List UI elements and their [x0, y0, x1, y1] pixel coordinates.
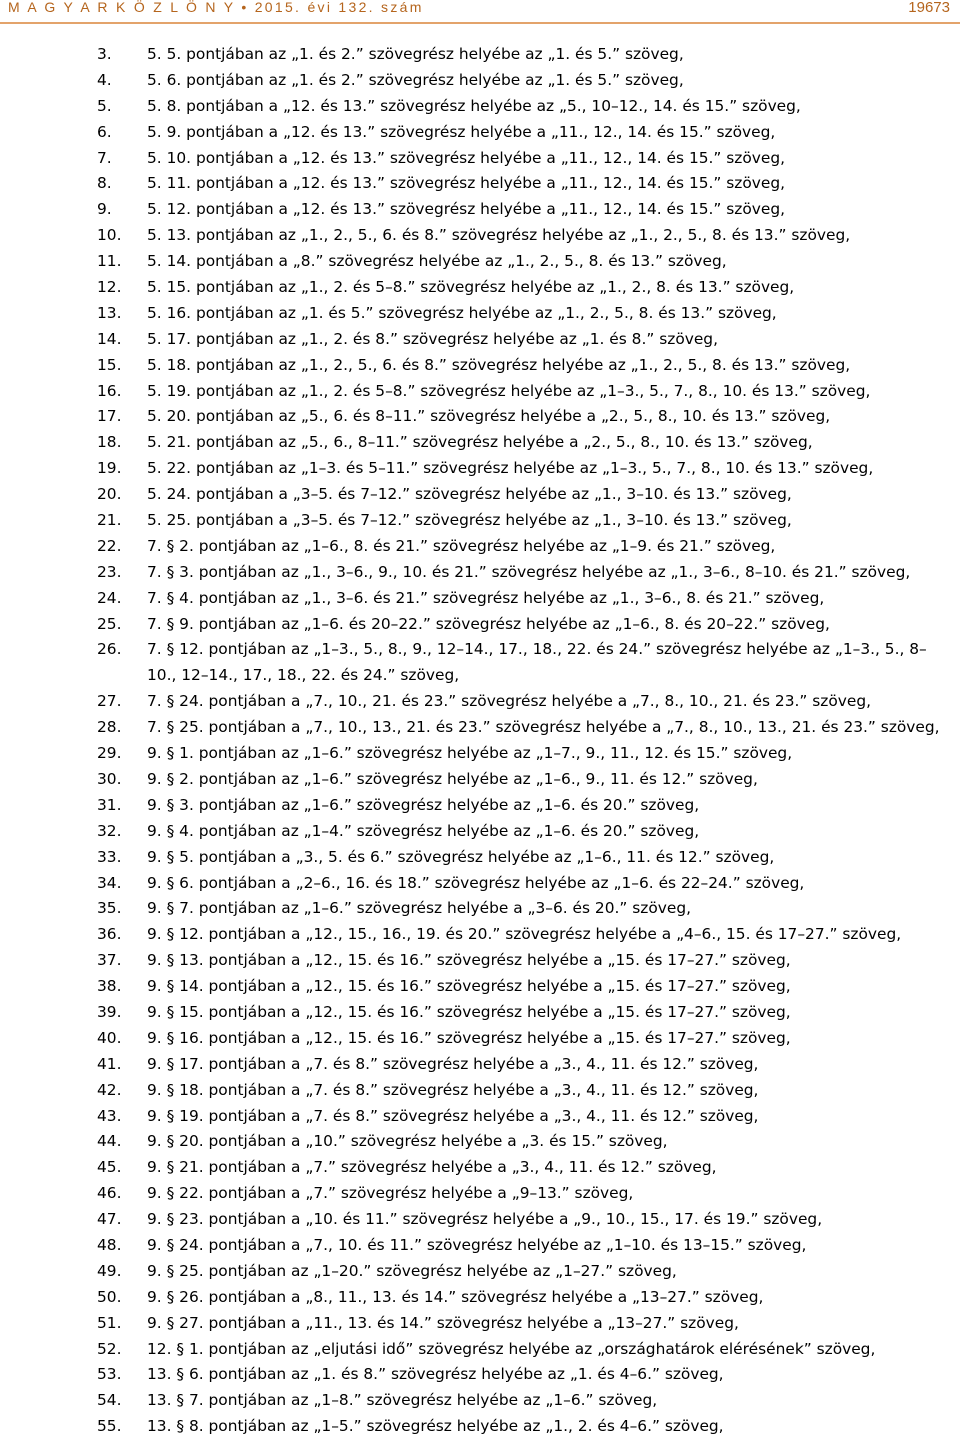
- item-number: 8.: [97, 174, 112, 193]
- item-text: 7. § 2. pontjában az „1–6., 8. és 21.” szövegrész helyébe az „1–9. és 21.” szöveg,: [147, 536, 776, 555]
- list-item: [0, 508, 960, 534]
- item-number: 26.: [97, 640, 122, 659]
- list-item: [0, 1388, 960, 1414]
- item-number: 6.: [97, 122, 112, 141]
- list-item: [0, 146, 960, 172]
- list-item: [0, 612, 960, 638]
- item-text: 5. 20. pontjában az „5., 6. és 8–11.” szövegrész helyébe a „2., 5., 8., 10. és 13.” szöveg,: [147, 407, 831, 426]
- list-item: [0, 1078, 960, 1104]
- item-number: 48.: [97, 1235, 122, 1254]
- item-text: 9. § 18. pontjában a „7. és 8.” szövegrész helyébe a „3., 4., 11. és 12.” szöveg,: [147, 1080, 759, 1099]
- list-item: [0, 1155, 960, 1181]
- item-number: 3.: [97, 45, 112, 63]
- item-number: 44.: [97, 1132, 122, 1151]
- item-text: 13. § 8. pontjában az „1–5.” szövegrész helyébe az „1., 2. és 4–6.” szöveg,: [147, 1417, 724, 1436]
- item-text: 5. 14. pontjában a „8.” szövegrész helyébe az „1., 2., 5., 8. és 13.” szöveg,: [147, 252, 727, 271]
- item-text: 9. § 20. pontjában a „10.” szövegrész helyébe a „3. és 15.” szöveg,: [147, 1132, 668, 1151]
- item-text: 5. 22. pontjában az „1–3. és 5–11.” szövegrész helyébe az „1–3., 5., 7., 8., 10. és 13.” szöveg,: [147, 459, 874, 478]
- item-number: 55.: [97, 1417, 122, 1436]
- item-number: 54.: [97, 1391, 122, 1410]
- item-text: 9. § 17. pontjában a „7. és 8.” szövegrész helyébe a „3., 4., 11. és 12.” szöveg,: [147, 1054, 759, 1073]
- item-number: 7.: [97, 148, 112, 167]
- item-text: 9. § 6. pontjában a „2–6., 16. és 18.” szövegrész helyébe az „1–6. és 22–24.” szöveg,: [147, 873, 805, 892]
- list-item: [0, 1104, 960, 1130]
- list-item: [0, 404, 960, 430]
- item-text: 9. § 13. pontjában a „12., 15. és 16.” szövegrész helyébe a „15. és 17–27.” szöveg,: [147, 951, 791, 970]
- item-number: 21.: [97, 511, 122, 530]
- item-text: 5. 6. pontjában az „1. és 2.” szövegrész helyébe az „1. és 5.” szöveg,: [147, 70, 684, 89]
- item-text: 5. 5. pontjában az „1. és 2.” szövegrész helyébe az „1. és 5.” szöveg,: [147, 45, 684, 63]
- publication-title: M A G Y A R K Ö Z L Ö N Y • 2015. évi 132. szám: [8, 0, 424, 15]
- list-item: [0, 1233, 960, 1259]
- item-number: 46.: [97, 1184, 122, 1203]
- header-divider: [0, 22, 960, 24]
- item-text: 5. 10. pontjában a „12. és 13.” szövegrész helyébe a „11., 12., 14. és 15.” szöveg,: [147, 148, 786, 167]
- list-item: [0, 68, 960, 94]
- list-item: [0, 197, 960, 223]
- list-item: [0, 327, 960, 353]
- list-item: [0, 560, 960, 586]
- list-item: [0, 922, 960, 948]
- list-item: [0, 637, 960, 689]
- list-item: [0, 171, 960, 197]
- item-number: 53.: [97, 1365, 122, 1384]
- list-item: [0, 715, 960, 741]
- item-number: 35.: [97, 899, 122, 918]
- item-text: 5. 25. pontjában a „3–5. és 7–12.” szövegrész helyébe az „1., 3–10. és 13.” szöveg,: [147, 511, 792, 530]
- item-text: 5. 11. pontjában a „12. és 13.” szövegrész helyébe a „11., 12., 14. és 15.” szöveg,: [147, 174, 786, 193]
- list-item: [0, 1181, 960, 1207]
- item-number: 23.: [97, 562, 122, 581]
- item-text: 9. § 16. pontjában a „12., 15. és 16.” szövegrész helyébe a „15. és 17–27.” szöveg,: [147, 1028, 791, 1047]
- item-number: 18.: [97, 433, 122, 452]
- item-text: 12. § 1. pontjában az „eljutási idő” szövegrész helyébe az „országhatárok elérésének” szöveg,: [147, 1339, 876, 1358]
- list-item: [0, 353, 960, 379]
- item-number: 11.: [97, 252, 122, 271]
- item-number: 42.: [97, 1080, 122, 1099]
- page-header: [0, 0, 960, 20]
- item-text: 5. 15. pontjában az „1., 2. és 5–8.” szövegrész helyébe az „1., 2., 8. és 13.” szöveg,: [147, 278, 795, 297]
- list-item: [0, 1129, 960, 1155]
- list-item: [0, 1414, 960, 1440]
- item-text: 7. § 25. pontjában a „7., 10., 13., 21. és 23.” szövegrész helyébe a „7., 8., 10., 13., 21. és 23.” szöveg,: [147, 718, 940, 737]
- list-item: [0, 1026, 960, 1052]
- item-text: 5. 24. pontjában a „3–5. és 7–12.” szövegrész helyébe az „1., 3–10. és 13.” szöveg,: [147, 485, 792, 504]
- item-number: 45.: [97, 1158, 122, 1177]
- item-number: 27.: [97, 692, 122, 711]
- list-item: [0, 94, 960, 120]
- item-text: 9. § 12. pontjában a „12., 15., 16., 19. és 20.” szövegrész helyébe a „4–6., 15. és 17–27.” szöveg,: [147, 925, 902, 944]
- item-text: 7. § 3. pontjában az „1., 3–6., 9., 10. és 21.” szövegrész helyébe az „1., 3–6., 8–10. és 21.” szöveg,: [147, 562, 911, 581]
- list-item: [0, 1000, 960, 1026]
- item-number: 33.: [97, 847, 122, 866]
- list-item: [0, 120, 960, 146]
- page-number: 19673: [908, 0, 950, 16]
- item-number: 25.: [97, 614, 122, 633]
- list-item: [0, 845, 960, 871]
- list-item: [0, 456, 960, 482]
- item-number: 49.: [97, 1261, 122, 1280]
- list-item: [0, 534, 960, 560]
- item-text: 9. § 15. pontjában a „12., 15. és 16.” szövegrész helyébe a „15. és 17–27.” szöveg,: [147, 1002, 791, 1021]
- item-number: 12.: [97, 278, 122, 297]
- list-item: [0, 1259, 960, 1285]
- item-number: 32.: [97, 821, 122, 840]
- item-text: 9. § 1. pontjában az „1–6.” szövegrész helyébe az „1–7., 9., 11., 12. és 15.” szöveg,: [147, 744, 793, 763]
- item-text: 9. § 27. pontjában a „11., 13. és 14.” szövegrész helyébe a „13–27.” szöveg,: [147, 1313, 739, 1332]
- item-number: 14.: [97, 329, 122, 348]
- list-item: [0, 379, 960, 405]
- item-text: 5. 13. pontjában az „1., 2., 5., 6. és 8.” szövegrész helyébe az „1., 2., 5., 8. és 13.” szöveg,: [147, 226, 851, 245]
- item-number: 22.: [97, 536, 122, 555]
- list-item: [0, 767, 960, 793]
- item-number: 15.: [97, 355, 122, 374]
- item-text: 9. § 14. pontjában a „12., 15. és 16.” szövegrész helyébe a „15. és 17–27.” szöveg,: [147, 977, 791, 996]
- list-item: [0, 689, 960, 715]
- list-item: [0, 1311, 960, 1337]
- item-text: 7. § 4. pontjában az „1., 3–6. és 21.” szövegrész helyébe az „1., 3–6., 8. és 21.” szöveg,: [147, 588, 825, 607]
- list-item: [0, 1362, 960, 1388]
- item-number: 13.: [97, 303, 122, 322]
- item-text: 9. § 25. pontjában az „1–20.” szövegrész helyébe az „1–27.” szöveg,: [147, 1261, 677, 1280]
- item-number: 39.: [97, 1002, 122, 1021]
- item-text: 9. § 21. pontjában a „7.” szövegrész helyébe a „3., 4., 11. és 12.” szöveg,: [147, 1158, 717, 1177]
- list-item: [0, 974, 960, 1000]
- item-text: 13. § 7. pontjában az „1–8.” szövegrész helyébe az „1–6.” szöveg,: [147, 1391, 658, 1410]
- item-text: 5. 18. pontjában az „1., 2., 5., 6. és 8.” szövegrész helyébe az „1., 2., 5., 8. és 13.” szöveg,: [147, 355, 851, 374]
- item-text: 9. § 24. pontjában a „7., 10. és 11.” szövegrész helyébe az „1–10. és 13–15.” szöveg,: [147, 1235, 807, 1254]
- list-item: [0, 1207, 960, 1233]
- item-text: 9. § 22. pontjában a „7.” szövegrész helyébe a „9–13.” szöveg,: [147, 1184, 634, 1203]
- list-item: [0, 430, 960, 456]
- item-number: 4.: [97, 70, 112, 89]
- item-text: 9. § 19. pontjában a „7. és 8.” szövegrész helyébe a „3., 4., 11. és 12.” szöveg,: [147, 1106, 759, 1125]
- item-text: 5. 21. pontjában az „5., 6., 8–11.” szövegrész helyébe a „2., 5., 8., 10. és 13.” szöveg,: [147, 433, 813, 452]
- item-number: 47.: [97, 1210, 122, 1229]
- list-item: [0, 249, 960, 275]
- item-text: 5. 8. pontjában a „12. és 13.” szövegrész helyébe az „5., 10–12., 14. és 15.” szöveg,: [147, 96, 801, 115]
- list-item: [0, 223, 960, 249]
- item-number: 9.: [97, 200, 112, 219]
- item-number: 31.: [97, 795, 122, 814]
- item-number: 28.: [97, 718, 122, 737]
- item-text: 9. § 4. pontjában az „1–4.” szövegrész helyébe az „1–6. és 20.” szöveg,: [147, 821, 700, 840]
- amendment-list: [0, 42, 960, 1440]
- item-text: 5. 17. pontjában az „1., 2. és 8.” szövegrész helyébe az „1. és 8.” szöveg,: [147, 329, 718, 348]
- item-number: 16.: [97, 381, 122, 400]
- list-item: [0, 586, 960, 612]
- item-number: 19.: [97, 459, 122, 478]
- item-text: 7. § 12. pontjában az „1–3., 5., 8., 9., 12–14., 17., 18., 22. és 24.” szövegrész helyébe az „1–3., 5., 8–10., 12–14., 17., 18., 22. és 24.” szöveg,: [147, 640, 927, 685]
- item-number: 50.: [97, 1287, 122, 1306]
- item-number: 34.: [97, 873, 122, 892]
- item-text: 9. § 3. pontjában az „1–6.” szövegrész helyébe az „1–6. és 20.” szöveg,: [147, 795, 700, 814]
- item-text: 5. 19. pontjában az „1., 2. és 5–8.” szövegrész helyébe az „1–3., 5., 7., 8., 10. és 13.” szöveg,: [147, 381, 871, 400]
- list-item: [0, 275, 960, 301]
- item-text: 9. § 23. pontjában a „10. és 11.” szövegrész helyébe a „9., 10., 15., 17. és 19.” szöveg,: [147, 1210, 823, 1229]
- item-number: 29.: [97, 744, 122, 763]
- item-text: 9. § 2. pontjában az „1–6.” szövegrész helyébe az „1–6., 9., 11. és 12.” szöveg,: [147, 769, 758, 788]
- item-text: 5. 9. pontjában a „12. és 13.” szövegrész helyébe a „11., 12., 14. és 15.” szöveg,: [147, 122, 776, 141]
- item-number: 51.: [97, 1313, 122, 1332]
- item-number: 10.: [97, 226, 122, 245]
- list-item: [0, 482, 960, 508]
- list-item: [0, 793, 960, 819]
- list-item: [0, 1337, 960, 1363]
- item-number: 52.: [97, 1339, 122, 1358]
- list-item: [0, 819, 960, 845]
- item-text: 5. 16. pontjában az „1. és 5.” szövegrész helyébe az „1., 2., 5., 8. és 13.” szöveg,: [147, 303, 777, 322]
- item-number: 30.: [97, 769, 122, 788]
- item-number: 5.: [97, 96, 112, 115]
- list-item: [0, 1285, 960, 1311]
- item-number: 41.: [97, 1054, 122, 1073]
- item-text: 9. § 7. pontjában az „1–6.” szövegrész helyébe a „3–6. és 20.” szöveg,: [147, 899, 692, 918]
- list-item: [0, 1052, 960, 1078]
- item-text: 5. 12. pontjában a „12. és 13.” szövegrész helyébe a „11., 12., 14. és 15.” szöveg,: [147, 200, 786, 219]
- list-item: [0, 741, 960, 767]
- list-item: [0, 42, 960, 68]
- list-item: [0, 301, 960, 327]
- item-text: 7. § 9. pontjában az „1–6. és 20–22.” szövegrész helyébe az „1–6., 8. és 20–22.” szöveg,: [147, 614, 830, 633]
- item-number: 20.: [97, 485, 122, 504]
- item-number: 36.: [97, 925, 122, 944]
- item-text: 9. § 26. pontjában a „8., 11., 13. és 14.” szövegrész helyébe a „13–27.” szöveg,: [147, 1287, 764, 1306]
- item-number: 17.: [97, 407, 122, 426]
- item-number: 37.: [97, 951, 122, 970]
- list-item: [0, 896, 960, 922]
- item-number: 40.: [97, 1028, 122, 1047]
- list-item: [0, 948, 960, 974]
- item-number: 38.: [97, 977, 122, 996]
- item-number: 24.: [97, 588, 122, 607]
- item-number: 43.: [97, 1106, 122, 1125]
- item-text: 13. § 6. pontjában az „1. és 8.” szövegrész helyébe az „1. és 4–6.” szöveg,: [147, 1365, 724, 1384]
- list-item: [0, 871, 960, 897]
- item-text: 9. § 5. pontjában a „3., 5. és 6.” szövegrész helyébe az „1–6., 11. és 12.” szöveg,: [147, 847, 775, 866]
- item-text: 7. § 24. pontjában a „7., 10., 21. és 23.” szövegrész helyébe a „7., 8., 10., 21. és 23.” szöveg,: [147, 692, 872, 711]
